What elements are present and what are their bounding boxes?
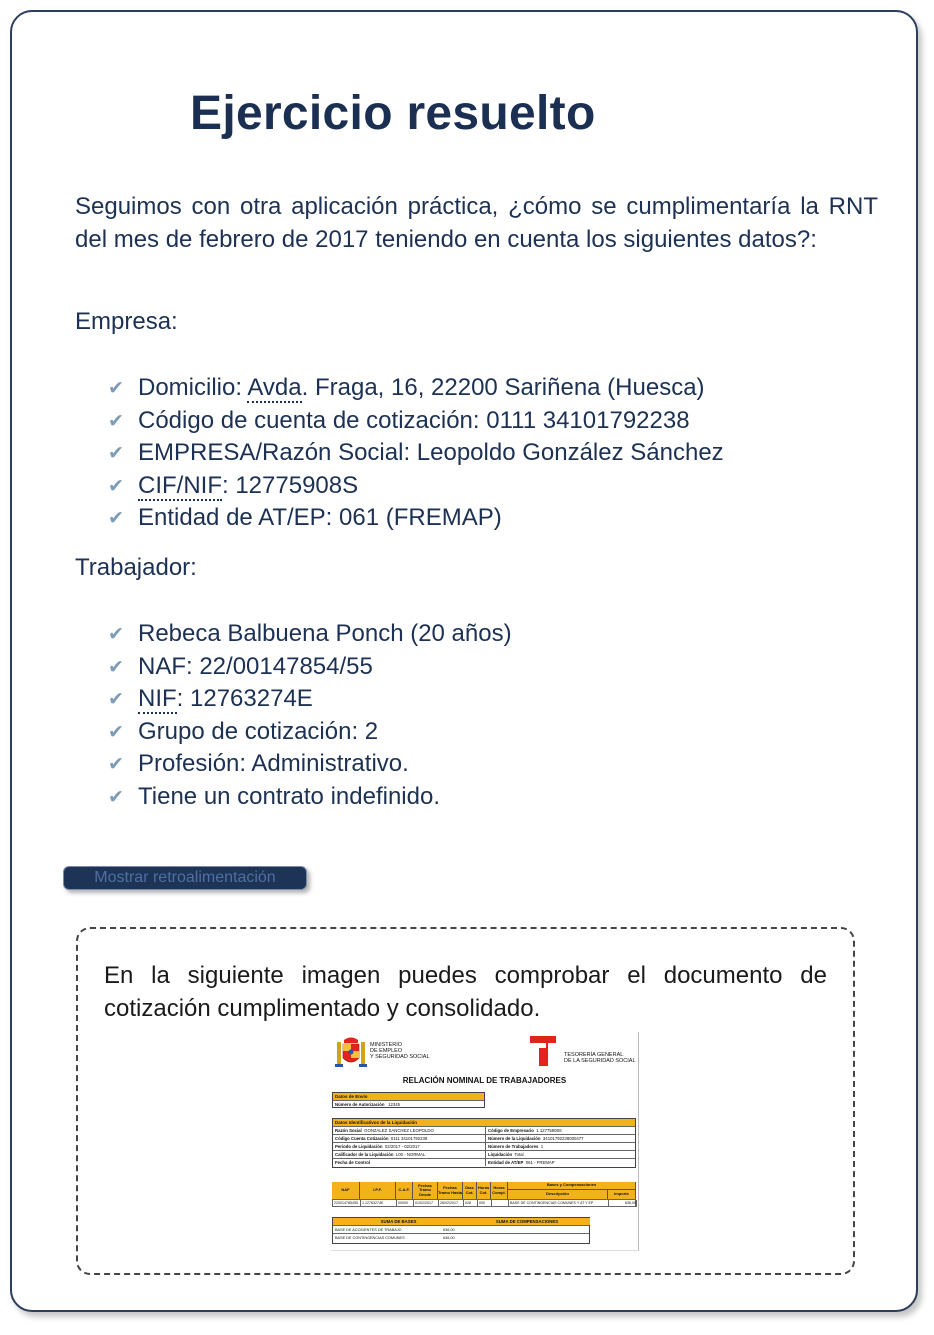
list-item: ✔ Código de cuenta de cotización: 0111 34101792238 <box>108 405 724 438</box>
envio-block: Datos de Envío Número de Autorización 12345 <box>332 1092 485 1108</box>
empresa-label: Empresa: <box>75 308 178 335</box>
tgss-logo-icon <box>528 1034 558 1068</box>
list-item: ✔ Domicilio: Avda. Fraga, 16, 22200 Sariñena (Huesca) <box>108 372 724 405</box>
list-item: ✔ EMPRESA/Razón Social: Leopoldo González Sánchez <box>108 437 724 470</box>
document-title: RELACIÓN NOMINAL DE TRABAJADORES <box>402 1076 567 1085</box>
worker-table-header: NAF I.P.F. C.A.F. Fechas Tramo Desde Fechas Tramo Hasta Días Cot. Horas Cot. Horas Compl. Bases y Compensaciones Descripción Importe <box>332 1182 636 1199</box>
abbr-avda[interactable]: Avda <box>247 374 302 401</box>
check-icon: ✔ <box>108 624 124 645</box>
abbr-cif-nif[interactable]: CIF/NIF <box>138 471 222 499</box>
list-item: ✔ Grupo de cotización: 2 <box>108 716 512 749</box>
check-icon: ✔ <box>108 754 124 775</box>
table-row: 220014785455 1 12763274E 00000 01/02/2017 28/02/2017 028 000 BASE DE CONTINGENCIAS COMUNES Y AT Y EP 636,00 <box>334 1201 636 1205</box>
check-icon: ✔ <box>108 508 124 529</box>
rnt-document-image <box>331 1032 639 1251</box>
table-row: Código Cuenta Cotización 0111 34101792238 Número de la Liquidación 34101792238000477 <box>333 1134 635 1142</box>
show-feedback-button[interactable]: Mostrar retroalimentación <box>63 866 307 890</box>
list-item: ✔ Profesión: Administrativo. <box>108 748 512 781</box>
table-row: Calificador de la Liquidación L00 - NORMAL Liquidación Total <box>333 1150 635 1158</box>
list-item: ✔ Rebeca Balbuena Ponch (20 años) <box>108 618 512 651</box>
table-row: Razón Social GONZALEZ SANCHEZ LEOPOLDO Código de Empresario 1 12775908S <box>333 1126 635 1134</box>
tgss-label: TESORERÍA GENERAL DE LA SEGURIDAD SOCIAL <box>564 1052 636 1064</box>
feedback-text: En la siguiente imagen puedes comprobar el documento de cotización cumplimentado y consolidado. <box>104 962 827 1022</box>
trabajador-label: Trabajador: <box>75 554 197 581</box>
table-row: Periodo de Liquidación 02/2017 - 02/2017 Número de Trabajadores 1 <box>333 1142 635 1150</box>
list-item: ✔ Entidad de AT/EP: 061 (FREMAP) <box>108 502 724 535</box>
ministerio-label: MINISTERIO DE EMPLEO Y SEGURIDAD SOCIAL <box>370 1042 430 1060</box>
page-title: Ejercicio resuelto <box>190 87 596 140</box>
check-icon: ✔ <box>108 786 124 808</box>
list-item: ✔ NAF: 22/00147854/55 <box>108 651 512 684</box>
sums-table: SUMA DE BASES SUMA DE COMPENSACIONES BASE DE ACCIDENTES DE TRABAJO 636,00 BASE DE CONTINGENCIAS COMUNES 636,00 <box>332 1217 590 1244</box>
check-icon: ✔ <box>108 378 124 399</box>
check-icon: ✔ <box>108 475 124 497</box>
table-row: BASE DE CONTINGENCIAS COMUNES 636,00 <box>333 1233 589 1242</box>
check-icon: ✔ <box>108 689 124 710</box>
check-icon: ✔ <box>108 656 124 678</box>
check-icon: ✔ <box>108 410 124 432</box>
list-item: ✔ NIF: 12763274E <box>108 683 512 716</box>
check-icon: ✔ <box>108 721 124 743</box>
check-icon: ✔ <box>108 443 124 464</box>
liquidacion-block: Datos Identificativos de la Liquidación Razón Social GONZALEZ SANCHEZ LEOPOLDO Código de Empresario 1 12775908S Código Cuenta Cotización 0111 34101792238 Número de la Liquidación 34101792238000477 Periodo de Liquidación 02/2017 - 02/2017 Número de Trabajadores 1 Calificador de la Liquidación L00 - NORMAL Liquidación Total Fecha de Control Entidad de AT/EP 061 - FREMAP <box>332 1118 636 1168</box>
coat-of-arms-icon <box>334 1034 368 1070</box>
table-row: Fecha de Control Entidad de AT/EP 061 - FREMAP <box>333 1158 635 1166</box>
table-row: BASE DE ACCIDENTES DE TRABAJO 636,00 <box>333 1225 589 1234</box>
list-item: ✔ CIF/NIF: 12775908S <box>108 470 724 503</box>
intro-paragraph: Seguimos con otra aplicación práctica, ¿cómo se cumplimentaría la RNT del mes de febrero de 2017 teniendo en cuenta los siguientes datos?: <box>75 193 878 253</box>
list-item: ✔ Tiene un contrato indefinido. <box>108 781 512 814</box>
feedback-panel <box>76 927 855 1275</box>
empresa-list <box>108 372 724 535</box>
abbr-nif[interactable]: NIF <box>138 685 177 712</box>
trabajador-list <box>108 618 512 813</box>
